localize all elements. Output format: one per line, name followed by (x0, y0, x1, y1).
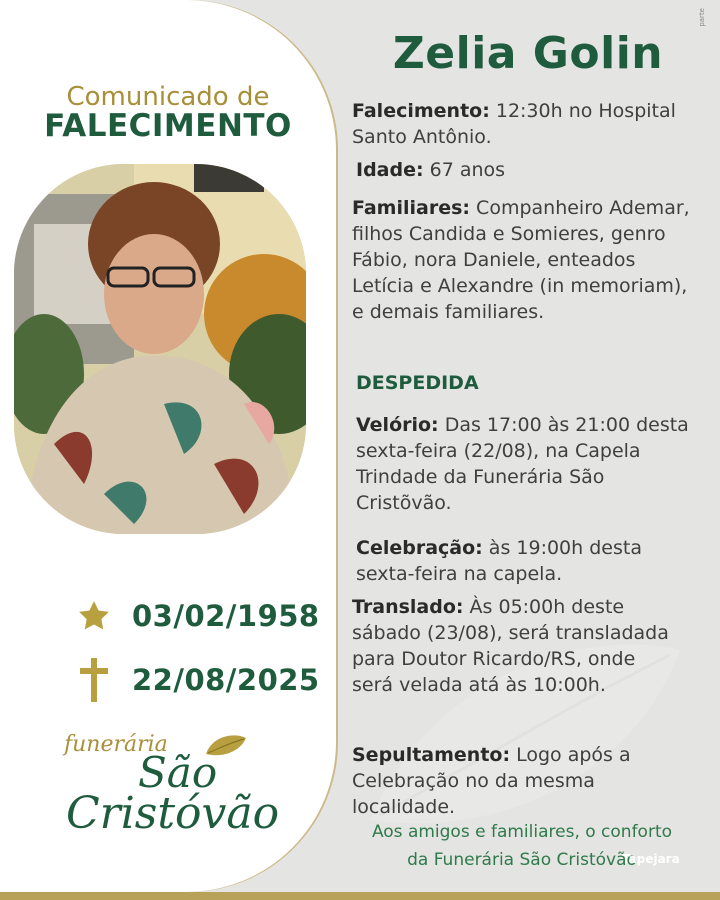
despedida-heading: DESPEDIDA (356, 372, 479, 394)
falecimento-label: Falecimento: (352, 100, 490, 122)
familiares-label: Familiares: (352, 197, 471, 219)
idade-text (356, 157, 706, 183)
velorio-label: Velório: (356, 414, 439, 436)
sepultamento-label: Sepultamento: (352, 744, 511, 766)
celebracao-text (356, 535, 702, 587)
cross-icon (74, 658, 114, 702)
translado-text (352, 594, 682, 698)
translado-label: Translado: (352, 596, 464, 618)
brand-watermark: Tapejara (622, 852, 680, 866)
deceased-name: Zelia Golin (392, 28, 664, 79)
birth-date: 03/02/1958 (132, 599, 320, 633)
celebracao-value: às 19:00h desta sexta-feira na capela. (356, 537, 642, 585)
familiares-text (352, 195, 702, 325)
birth-date-row (74, 596, 320, 636)
velorio-text (356, 412, 702, 516)
velorio-value: Das 17:00 às 21:00 desta sexta-feira (22/08), na Capela Trindade da Funerária São Cristõvão. (356, 414, 689, 514)
idade-label: Idade: (356, 159, 424, 181)
falecimento-value: 12:30h no Hospital Santo Antônio. (352, 100, 676, 148)
logo-line-1: funerária (64, 732, 168, 757)
death-date: 22/08/2025 (132, 663, 320, 697)
announcement-subtitle: Comunicado de (66, 82, 270, 112)
announcement-title: FALECIMENTO (44, 108, 292, 144)
closing-line-2: da Funerária São Cristóvão (407, 850, 637, 870)
falecimento-text (352, 98, 702, 150)
idade-value: 67 anos (423, 159, 506, 181)
sepultamento-value: Logo após a Celebração no da mesma localidade. (352, 744, 631, 818)
celebracao-label: Celebração: (356, 537, 483, 559)
logo-line-3: Cristóvão (66, 788, 280, 839)
logo-line-2: São (138, 748, 218, 797)
corner-tag: parte (698, 8, 706, 27)
sepultamento-text (352, 742, 672, 820)
translado-value: Às 05:00h deste sábado (23/08), será transladada para Doutor Ricardo/RS, onde será velada atá às 10:00h. (352, 596, 669, 696)
funeral-home-logo (62, 726, 280, 846)
portrait-photo (14, 164, 306, 534)
death-date-row (74, 660, 320, 700)
closing-line-1: Aos amigos e familiares, o conforto (371, 822, 673, 842)
star-icon (74, 599, 114, 633)
bottom-gold-bar (0, 892, 720, 900)
familiares-value: Companheiro Ademar, filhos Candida e Somieres, genro Fábio, nora Daniele, enteados Letícia e Alexandre (in memoriam), e demais familiares. (352, 197, 690, 323)
